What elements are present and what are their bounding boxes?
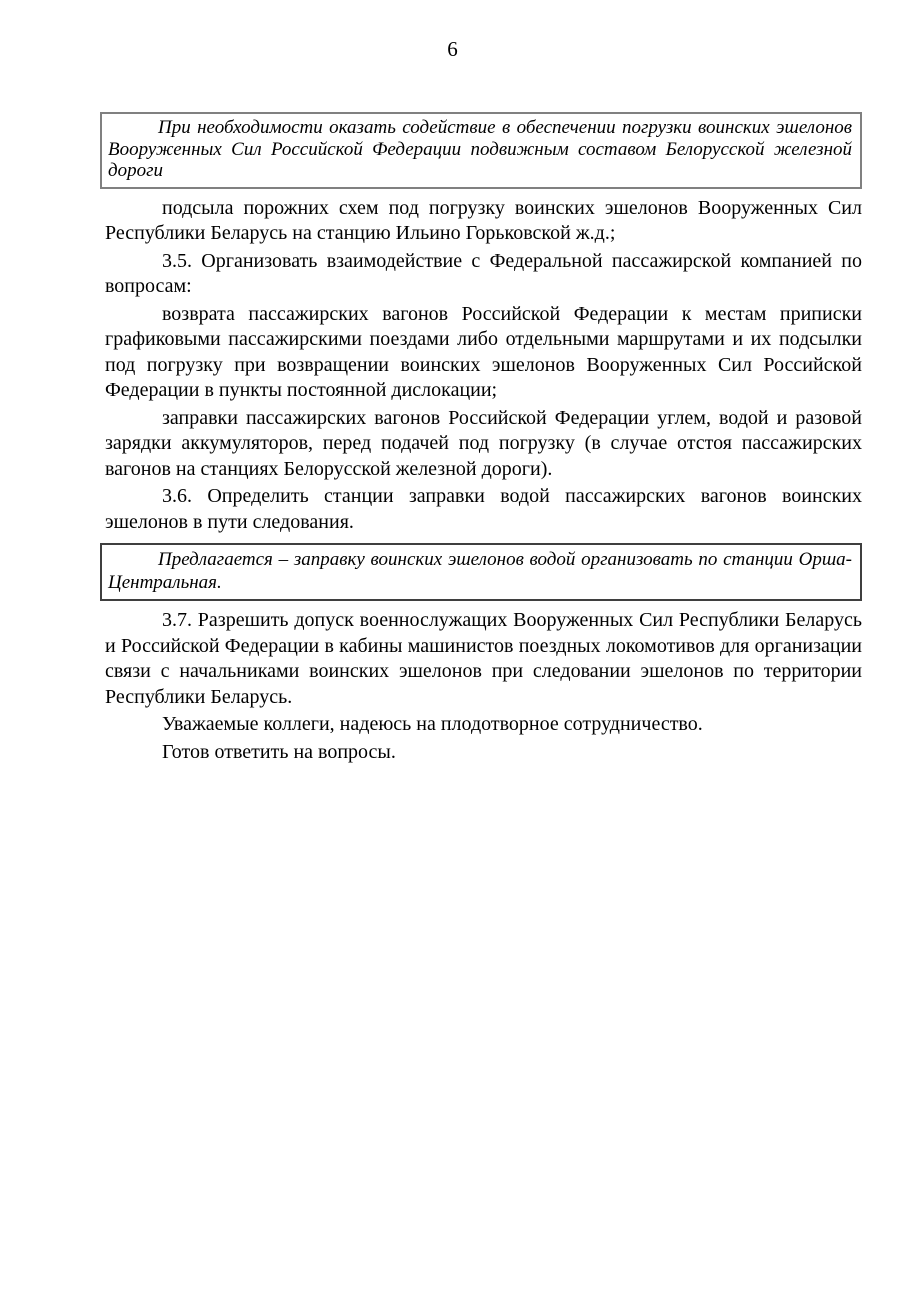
paragraph-wagon-return: возврата пассажирских вагонов Российской Федерации к местам приписки графиковыми пассажирскими поездами либо отдельными маршрутами и их подсылки под погрузку при возвращении воинских эшелонов Вооруженных Сил Российской Федерации в пункты постоянной дислокации; <box>105 302 862 401</box>
page-number: 6 <box>447 37 458 61</box>
paragraph-empty-wagon-supply: подсыла порожних схем под погрузку воинских эшелонов Вооруженных Сил Республики Беларусь на станцию Ильино Горьковской ж.д.; <box>105 196 862 244</box>
framed-note-loading-assistance: При необходимости оказать содействие в обеспечении погрузки воинских эшелонов Вооруженных Сил Российской Федерации подвижным составом Белорусской железной дороги <box>100 112 862 189</box>
paragraph-closing-cooperation: Уважаемые коллеги, надеюсь на плодотворное сотрудничество. <box>162 713 703 735</box>
paragraph-wagon-refueling: заправки пассажирских вагонов Российской Федерации углем, водой и разовой зарядки аккумуляторов, перед подачей под погрузку (в случае отстоя пассажирских вагонов на станциях Белорусской железной дороги). <box>105 406 862 480</box>
framed-note-orsha-station: Предлагается – заправку воинских эшелонов водой организовать по станции Орша-Центральная. <box>100 543 862 601</box>
document-body <box>105 112 862 765</box>
document-page <box>0 36 905 1316</box>
paragraph-item-3-5: 3.5. Организовать взаимодействие с Федеральной пассажирской компанией по вопросам: <box>105 249 862 297</box>
paragraph-item-3-6: 3.6. Определить станции заправки водой пассажирских вагонов воинских эшелонов в пути следования. <box>105 485 862 533</box>
paragraph-ready-for-questions: Готов ответить на вопросы. <box>162 740 396 763</box>
paragraph-item-3-7: 3.7. Разрешить допуск военнослужащих Вооруженных Сил Республики Беларусь и Российской Федерации в кабины машинистов поездных локомотивов для организации связи с начальниками воинских эшелонов при следовании эшелонов по территории Республики Беларусь. <box>105 609 862 708</box>
